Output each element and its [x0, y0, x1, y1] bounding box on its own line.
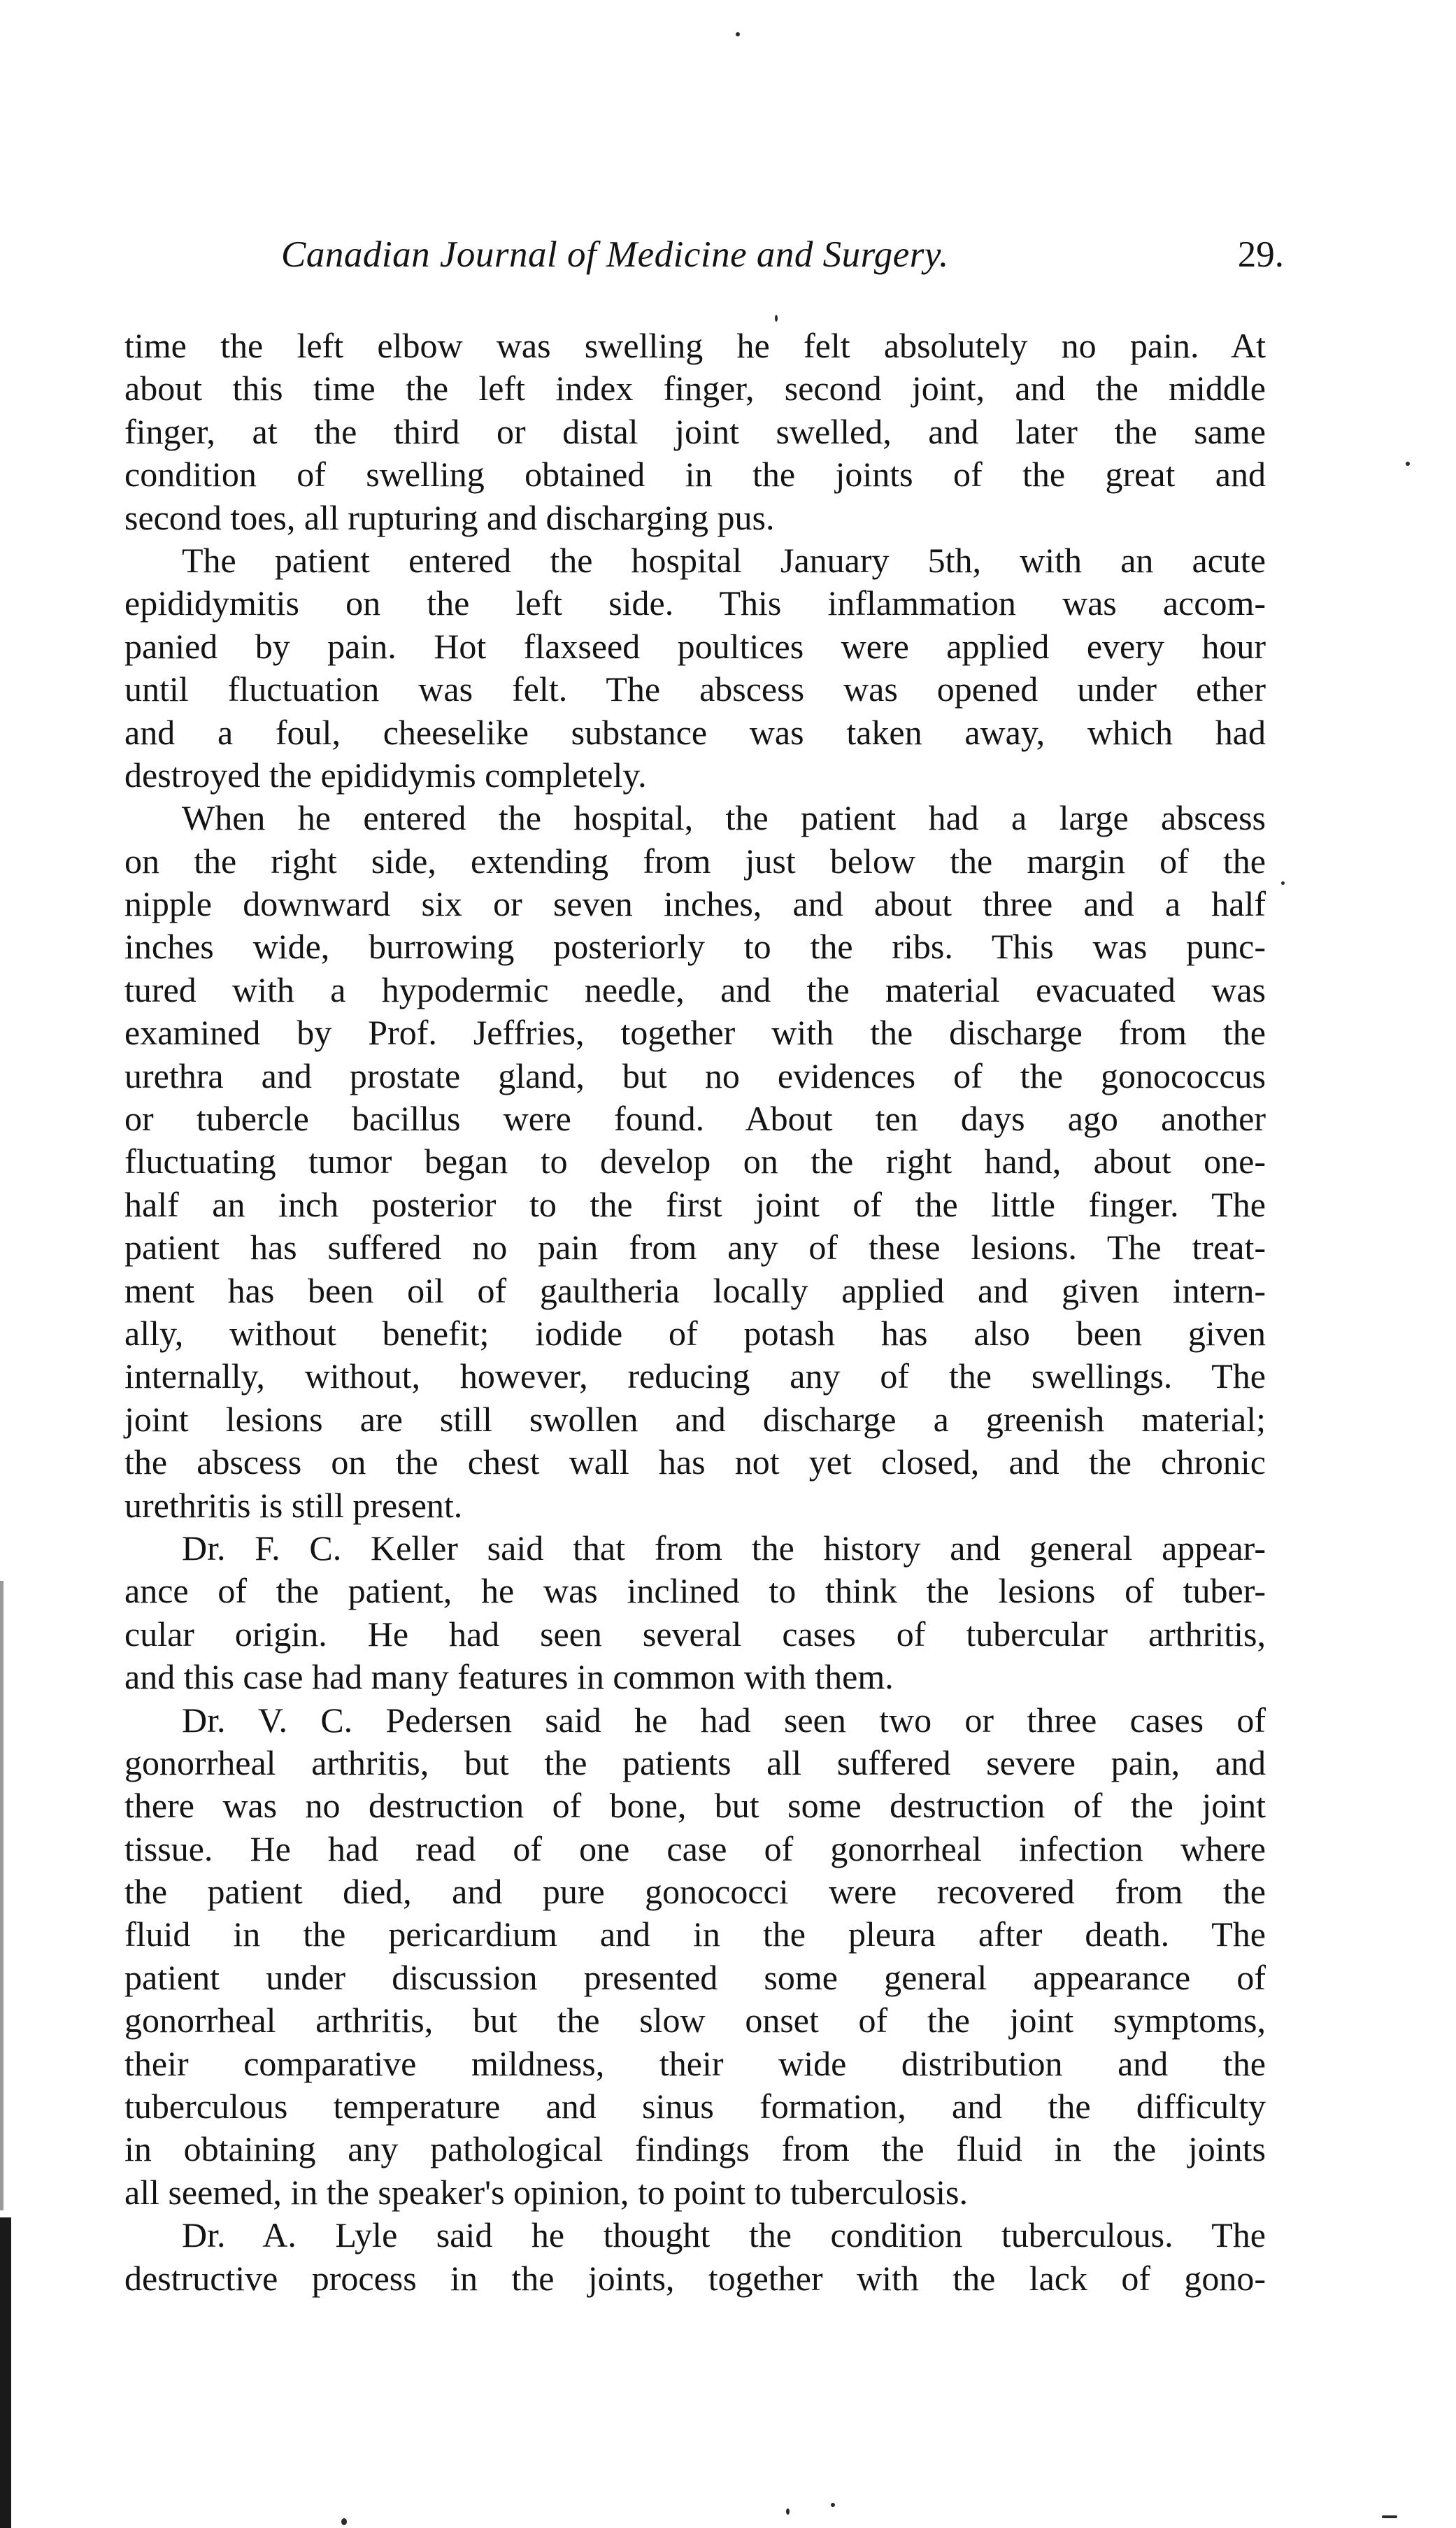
text-line: joint lesions are still swollen and discharge a greenish material;: [124, 1399, 1266, 1439]
text-line: patient has suffered no pain from any of these lesions. The treat-: [124, 1228, 1266, 1267]
text-line: time the left elbow was swelling he felt absolutely no pain. At: [124, 326, 1266, 365]
text-line: tuberculous temperature and sinus formation, and the difficulty: [124, 2087, 1266, 2126]
text-line: Dr. F. C. Keller said that from the history and general appear-: [182, 1528, 1266, 1568]
text-line: and this case had many features in common with them.: [124, 1657, 894, 1697]
text-line: ance of the patient, he was inclined to think the lesions of tuber-: [124, 1571, 1266, 1611]
scan-speck: [775, 315, 778, 322]
text-line: or tubercle bacillus were found. About ten days ago another: [124, 1099, 1266, 1139]
text-line: urethritis is still present.: [124, 1485, 463, 1525]
text-line: gonorrheal arthritis, but the slow onset of the joint symptoms,: [124, 2001, 1266, 2040]
text-line: all seemed, in the speaker's opinion, to point to tuberculosis.: [124, 2172, 969, 2212]
text-line: cular origin. He had seen several cases of tubercular arthritis,: [124, 1614, 1266, 1654]
scan-speck: [341, 2518, 347, 2525]
text-line: tured with a hypodermic needle, and the material evacuated was: [124, 970, 1266, 1009]
scan-speck: [1281, 881, 1285, 885]
text-line: examined by Prof. Jeffries, together with the discharge from the: [124, 1013, 1266, 1053]
page-number: 29.: [1237, 234, 1284, 275]
scan-speck: [1406, 462, 1410, 466]
text-line: on the right side, extending from just below the margin of the: [124, 841, 1266, 881]
text-line: half an inch posterior to the first joint of the little finger. The: [124, 1184, 1266, 1224]
text-line: epididymitis on the left side. This inflammation was accom-: [124, 583, 1266, 623]
text-line: When he entered the hospital, the patient had a large abscess: [182, 798, 1266, 838]
text-line: Dr. A. Lyle said he thought the condition tuberculous. The: [182, 2215, 1266, 2255]
text-line: and a foul, cheeselike substance was taken away, which had: [124, 712, 1266, 752]
text-line: the abscess on the chest wall has not yet closed, and the chronic: [124, 1442, 1266, 1482]
page-binding-edge: [0, 2217, 11, 2528]
journal-title: Canadian Journal of Medicine and Surgery.: [281, 234, 949, 275]
text-line: patient under discussion presented some general appearance of: [124, 1957, 1266, 1997]
text-line: ally, without benefit; iodide of potash has also been given: [124, 1313, 1266, 1353]
text-line: there was no destruction of bone, but some destruction of the joint: [124, 1786, 1266, 1826]
scan-speck: [736, 32, 740, 36]
text-line: The patient entered the hospital January 5th, with an acute: [182, 540, 1266, 580]
page-binding-shadow: [0, 1581, 3, 2210]
text-line: Dr. V. C. Pedersen said he had seen two or three cases of: [182, 1700, 1266, 1740]
text-line: second toes, all rupturing and discharging pus.: [124, 497, 775, 537]
text-line: ment has been oil of gaultheria locally applied and given intern-: [124, 1270, 1266, 1310]
text-line: the patient died, and pure gonococci were recovered from the: [124, 1872, 1266, 1912]
text-line: destructive process in the joints, together with the lack of gono-: [124, 2258, 1266, 2298]
text-line: fluctuating tumor began to develop on the right hand, about one-: [124, 1142, 1266, 1181]
running-header: [123, 234, 1284, 290]
text-line: their comparative mildness, their wide distribution and the: [124, 2043, 1266, 2083]
text-line: destroyed the epididymis completely.: [124, 755, 647, 795]
text-line: nipple downward six or seven inches, and about three and a half: [124, 884, 1266, 924]
text-line: in obtaining any pathological findings from the fluid in the joints: [124, 2129, 1266, 2169]
text-line: inches wide, burrowing posteriorly to the ribs. This was punc-: [124, 927, 1266, 967]
scan-speck: [831, 2503, 835, 2507]
text-line: fluid in the pericardium and in the pleura after death. The: [124, 1915, 1266, 1954]
text-line: condition of swelling obtained in the joints of the great and: [124, 455, 1266, 495]
text-line: panied by pain. Hot flaxseed poultices were applied every hour: [124, 626, 1266, 666]
scan-speck: [1382, 2515, 1397, 2518]
text-line: internally, without, however, reducing any of the swellings. The: [124, 1356, 1266, 1396]
article-body: [124, 325, 1266, 2300]
text-line: finger, at the third or distal joint swelled, and later the same: [124, 411, 1266, 451]
text-line: urethra and prostate gland, but no evidences of the gonococcus: [124, 1056, 1266, 1095]
text-line: until fluctuation was felt. The abscess was opened under ether: [124, 669, 1266, 709]
text-line: tissue. He had read of one case of gonorrheal infection where: [124, 1828, 1266, 1868]
text-line: about this time the left index finger, second joint, and the middle: [124, 369, 1266, 409]
text-line: gonorrheal arthritis, but the patients all suffered severe pain, and: [124, 1742, 1266, 1782]
scan-speck: [786, 2508, 790, 2515]
